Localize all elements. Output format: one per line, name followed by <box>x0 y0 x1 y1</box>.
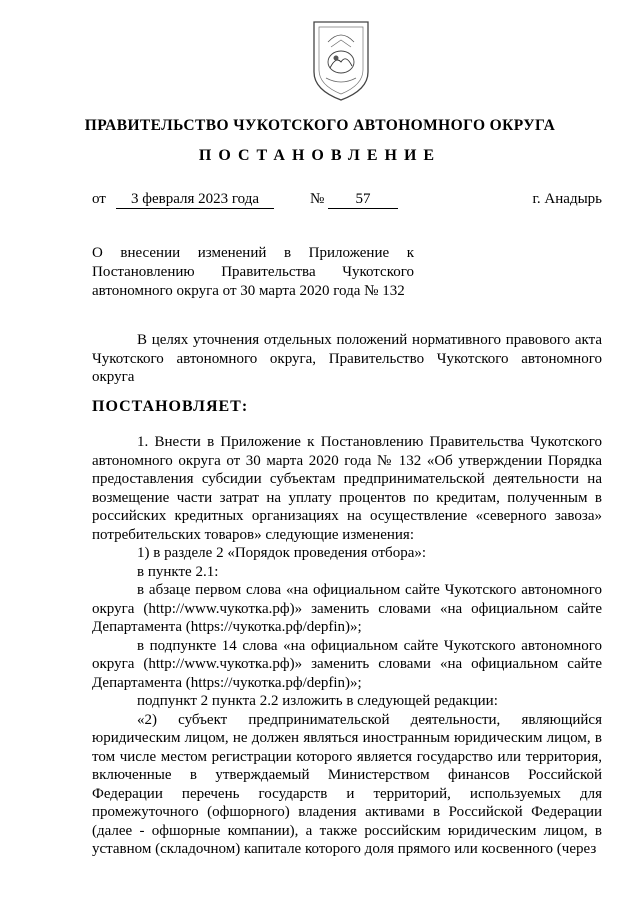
body-paragraph: «2) субъект предпринимательской деятельности, являющийся юридическим лицом, не должен являться иностранным юридическим лицом, в том числе местом регистрации которого является государство или территория, включенные в утверждаемый Министерством финансов Российской Федерации перечень государств и территорий, используемых для промежуточного (офшорного) владения активами в Российской Федерации (далее - офшорные компании), а также российским юридическим лицом, в уставном (складочном) капитале которого доля прямого или косвенного (через <box>92 711 602 857</box>
body-paragraph: в пункте 2.1: <box>137 563 219 580</box>
decree-word: ПОСТАНОВЛЯЕТ: <box>92 398 249 415</box>
city: г. Анадырь <box>532 191 602 207</box>
intro-text: В целях уточнения отдельных положений нормативного правового акта Чукотского автономного округа, Правительство Чукотского автономного округа <box>92 332 602 385</box>
date-number-line <box>0 190 640 212</box>
coat-of-arms-emblem <box>306 20 376 102</box>
document-subject: О внесении изменений в Приложение к Постановлению Правительства Чукотского автономного округа от 30 марта 2020 года № 132 <box>92 245 414 299</box>
intro-paragraph <box>92 331 602 387</box>
body-paragraph: подпункт 2 пункта 2.2 изложить в следующей редакции: <box>137 693 498 709</box>
document-number: 57 <box>328 190 398 209</box>
body-paragraph: 1. Внести в Приложение к Постановлению Правительства Чукотского автономного округа от 30 марта 2020 года № 132 «Об утверждении Порядка предоставления субсидии субъектам предпринимательской деятельности на возмещение части затрат на уплату процентов по кредитам, полученным в российских кредитных организациях на осуществление «северного завоза» потребительских товаров» следующие изменения: <box>92 434 602 543</box>
document-date: 3 февраля 2023 года <box>116 190 274 209</box>
date-prefix: от <box>92 191 106 207</box>
document-type-heading: ПОСТАНОВЛЕНИЕ <box>198 147 442 164</box>
body-paragraph: в абзаце первом слова «на официальном сайте Чукотского автономного округа (http://www.чукотка.рф)» заменить словами «на официальном сайте Департамента (https://чукотка.рф/depfin)»; <box>92 582 602 635</box>
number-label: № <box>310 191 325 207</box>
body-paragraph: 1) в разделе 2 «Порядок проведения отбора»: <box>137 545 427 561</box>
main-body <box>92 433 602 859</box>
body-paragraph: в подпункте 14 слова «на официальном сайте Чукотского автономного округа (http://www.чукотка.рф)» заменить словами «на официальном сайте Департамента (https://чукотка.рф/depfin)»; <box>92 637 602 691</box>
organization-title: ПРАВИТЕЛЬСТВО ЧУКОТСКОГО АВТОНОМНОГО ОКРУГА <box>84 117 556 134</box>
